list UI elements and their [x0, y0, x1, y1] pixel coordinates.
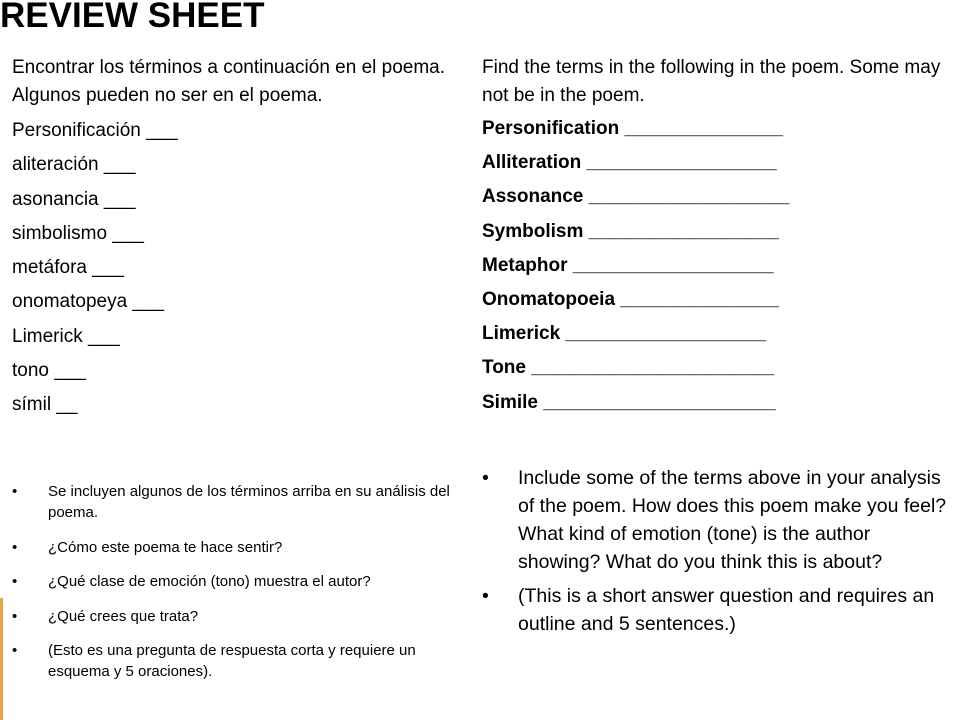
english-term-item: Onomatopoeia _______________: [482, 289, 779, 311]
spanish-question-item: [12, 606, 472, 627]
english-question-text: (This is a short answer question and requires an outline and 5 sentences.): [518, 585, 935, 635]
english-column: [482, 54, 952, 420]
page-title: REVIEW SHEET: [0, 0, 265, 35]
bullet-icon: •: [12, 573, 18, 590]
english-term-item: Alliteration __________________: [482, 152, 777, 174]
spanish-term-list: [12, 114, 474, 423]
bullet-icon: •: [482, 467, 489, 489]
english-question-text: Include some of the terms above in your analysis of the poem. How does this poem make you feel? What kind of emotion (tone) is the author showing? What do you think this is about?: [518, 467, 947, 573]
spanish-question-item: [12, 481, 472, 523]
spanish-question-text: ¿Cómo este poema te hace sentir?: [48, 538, 283, 556]
spanish-question-item: [12, 571, 472, 592]
english-term-item: Tone _______________________: [482, 357, 775, 379]
spanish-question-item: [12, 537, 472, 558]
bullet-icon: •: [12, 483, 18, 500]
spanish-column: [12, 54, 474, 423]
bullet-icon: •: [12, 607, 18, 625]
english-term-item: Personification _______________: [482, 118, 784, 139]
bullet-icon: •: [12, 538, 18, 556]
english-question-item: [482, 464, 952, 576]
spanish-term-item: Limerick ___: [12, 325, 120, 347]
spanish-term-item: asonancia ___: [12, 188, 136, 210]
spanish-term-item: metáfora ___: [12, 257, 124, 279]
accent-bar: [0, 598, 3, 720]
spanish-term-item: tono ___: [12, 360, 86, 382]
english-term-item: Simile ______________________: [482, 391, 776, 413]
spanish-term-item: Personificación ___: [12, 120, 178, 141]
spanish-question-text: (Esto es una pregunta de respuesta corta y requiere un esquema y 5 oraciones).: [48, 642, 416, 680]
english-question-list: [482, 464, 952, 644]
english-term-item: Metaphor ___________________: [482, 254, 774, 276]
spanish-term-item: simbolismo ___: [12, 222, 144, 244]
english-question-item: [482, 582, 952, 638]
spanish-instructions: Encontrar los términos a continuación en el poema. Algunos pueden no ser en el poema.: [12, 57, 446, 106]
spanish-term-item: onomatopeya ___: [12, 291, 165, 313]
spanish-question-text: ¿Qué clase de emoción (tono) muestra el autor?: [48, 573, 371, 590]
spanish-question-list: [12, 481, 472, 696]
spanish-question-item: [12, 640, 472, 682]
bullet-icon: •: [482, 585, 489, 607]
english-term-item: Limerick ___________________: [482, 323, 767, 345]
english-term-item: Assonance ___________________: [482, 186, 790, 208]
bullet-icon: •: [12, 642, 18, 659]
english-term-list: [482, 112, 952, 420]
spanish-question-text: Se incluyen algunos de los términos arriba en su análisis del poema.: [48, 483, 450, 521]
english-term-item: Symbolism __________________: [482, 220, 779, 242]
spanish-question-text: ¿Qué crees que trata?: [48, 607, 199, 625]
english-instructions: Find the terms in the following in the poem. Some may not be in the poem.: [482, 57, 941, 106]
spanish-term-item: símil __: [12, 394, 78, 416]
spanish-term-item: aliteración ___: [12, 154, 136, 176]
